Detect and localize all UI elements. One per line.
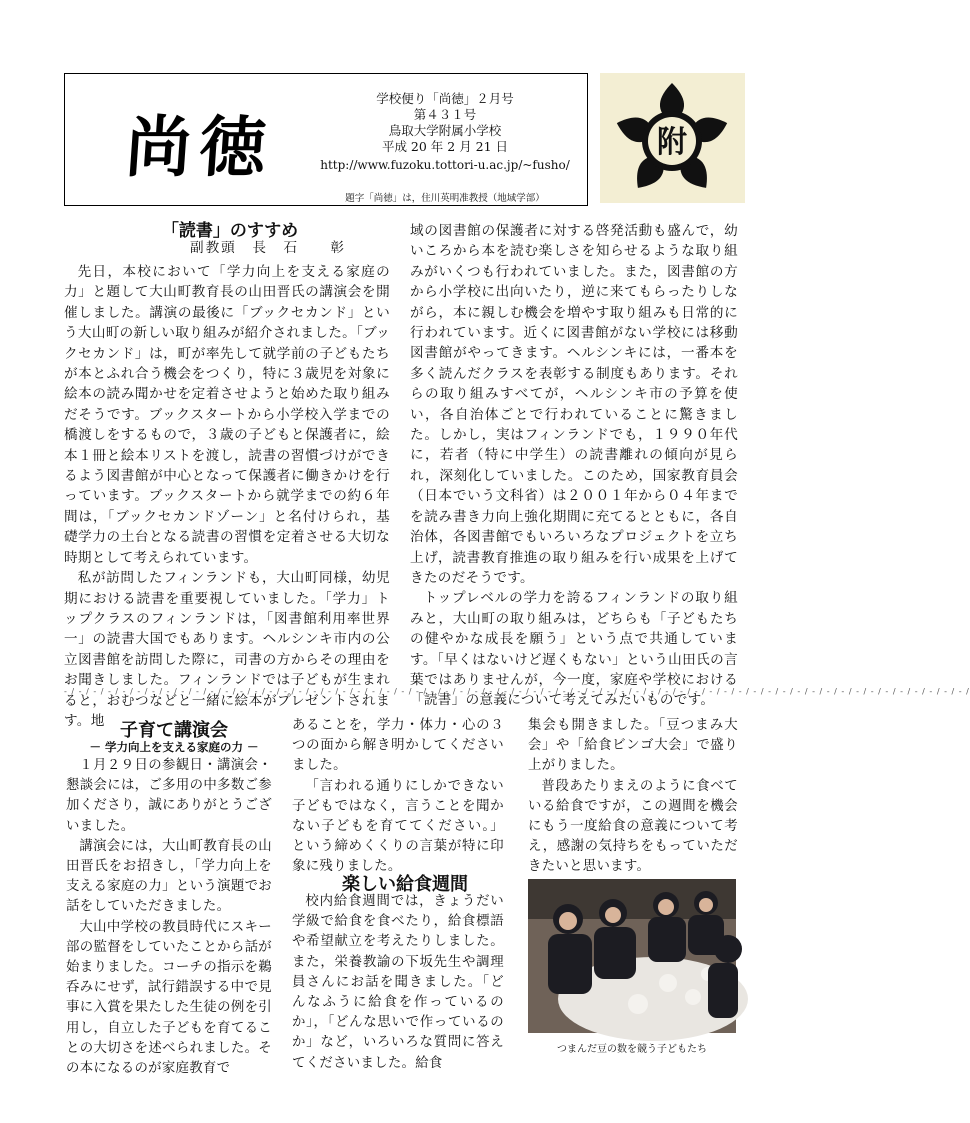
article-paragraph: 域の図書館の保護者に対する啓発活動も盛んで，幼いころから本を読む楽しさを知らせるような取り組みがいくつも行われていました。また，図書館の方から小学校に出向いたり，逆に来てもらったりしながら，本に親しむ機会を増やす取り組みも日常的に行われています。近くに図書館がない学校には移動図書館がやってきます。ヘルシンキには，一番本を多く読んだクラスを表彰する制度もあります。それらの取り組みすべてが，ヘルシンキ市の予算を使い，各自治体ごとで行われていることに驚きました。しかし，実はフィンランドでも，１９９０年代に，若者（特に中学生）の読書離れの傾向が見られ，深刻化していました。このため，国家教育員会（日本でいう文科省）は２００１年から０４年までを読み書き力向上強化期間に充てるとともに，各自治体，各図書館でもいろいろなプロジェクトを立ち上げ，読書教育推進の取り組みを行い成果を上げてきたのだそうです。: [410, 223, 738, 586]
lecture-paragraph: 「言われる通りにしかできない子どもではなく，言うことを聞かない子どもを育ててください。」という締めくくりの言葉が特に印象に残りました。: [292, 778, 504, 875]
school-name: 鳥取大学附属小学校: [388, 123, 502, 138]
lunch-paragraph: 校内給食週間では，きょうだい学級で給食を食べたり，給食標語や希望献立を考えたりしました。また，栄養教諭の下坂先生や調理員さんにお話を聞きました。「どんなふうに給食を作っているのか」，「どんな思いで作っているのか」など，いろいろな質問に答えてくださいました。給食: [292, 894, 504, 1071]
lunch-column-1: [292, 892, 504, 1074]
lunch-column-2: [528, 716, 738, 878]
lecture-title: 子育て講演会: [120, 720, 228, 741]
article-paragraph: 私が訪問したフィンランドも，大山町同様，幼児期における読書を重要視していました。「学力」トップクラスのフィンランドは，「図書館利用率世界一」の読書大国でもあります。ヘルシンキ市内の公立図書館を訪問した際に，司書の方からその理由をお聞きしました。フィンランドでは子どもが生まれると，おむつなどと一緒に絵本がプレゼントされます。地: [64, 570, 390, 729]
crest-letter: 附: [657, 125, 687, 160]
article-column-1: [64, 262, 390, 731]
logo-text: 尚徳: [122, 107, 277, 186]
article-title: 「読書」のすすめ: [161, 221, 299, 241]
photo-caption: つまんだ豆の数を競う子どもたち: [557, 1044, 707, 1055]
crest-icon: [600, 73, 745, 203]
lecture-paragraph: 大山中学校の教員時代にスキー部の監督をしていたことから話が始まりました。コーチの指示を鵜呑みにせず，試行錯誤する中で見事に入賞を果たした生徒の例を引用し，自立した子どもを育てることの大切さを述べられました。その本になるのが家庭教育で: [66, 919, 272, 1077]
photo-icon: [528, 879, 736, 1033]
article-paragraph: トップレベルの学力を誇るフィンランドの取り組みと，大山町の取り組みは，どちらも「子どもたちの健やかな成長を願う」という点で共通しています。「早くはないけど遅くもない」という山田氏の言葉ではありませんが，今一度，家庭や学校における「読書」の意義について考えてみたいものです。: [410, 590, 738, 709]
website-url: http://www.fuzoku.tottori-u.ac.jp/~fusho/: [320, 158, 570, 172]
calligraphy-credit: 題字「尚徳」は，住川英明准教授（地域学部）: [345, 193, 545, 204]
lecture-paragraph: あることを，学力・体力・心の３つの面から解き明かしてくださいました。: [292, 718, 504, 774]
lecture-paragraph: 講演会には，大山町教育長の山田晋氏をお招きし，「学力向上を支える家庭の力」という演題でお話をしていただきました。: [66, 838, 272, 915]
issue-date: 平成 20 年 2 月 21 日: [381, 139, 509, 154]
school-crest: [600, 73, 745, 203]
newsletter-title: 学校便り「尚徳」２月号: [376, 91, 514, 106]
lunch-photo: [528, 879, 736, 1033]
article-author: 副教頭 長 石 彰: [190, 240, 346, 256]
lecture-column-2: [292, 716, 504, 878]
lecture-subtitle: － 学力向上を支える家庭の力 －: [89, 740, 259, 754]
article-paragraph: 先日，本校において「学力向上を支える家庭の力」と題して大山町教育長の山田晋氏の講演会を開催しました。講演の最後に「ブックセカンド」という大山町の新しい取り組みが紹介されました。「ブックセカンド」は，町が率先して就学前の子どもたちが本とふれ合う機会をつくり，特に３歳児を対象に絵本の読み聞かせを定着させようと始めた取り組みだそうです。ブックスタートから小学校入学までの橋渡しをするもので，３歳の子どもと保護者に，絵本１冊と絵本リストを渡し，読書の習慣づけができるよう図書館が中心となって保護者に働きかけを行っています。ブックスタートから就学までの約６年間は，「ブックセカンドゾーン」と名付けられ，基礎学力の土台となる読書の習慣を定着させる大切な時期として考えられています。: [64, 264, 390, 566]
section-separator: - / - / - / - / - / - / - / - / - / - / - / - / - / - / - / - / - / - / - / - / - / - / - / - / - / - / - / - / - / - / - / - / - / - / - / - / - / - / - / - / - / - / - / - / - / - / - / - / - / - / - / - / - / - / - / - / - / - / - / - / - / - /: [64, 687, 970, 696]
issue-number: 第４３１号: [413, 107, 477, 122]
article-column-2: [410, 221, 738, 711]
lunch-paragraph: 集会も開きました。「豆つまみ大会」や「給食ビンゴ大会」で盛り上がりました。: [528, 718, 738, 774]
lecture-paragraph: １月２９日の参観日・講演会・懇談会には，ご多用の中多数ご参加くださり，誠にありがとうございました。: [66, 758, 272, 834]
lunch-paragraph: 普段あたりまえのように食べている給食ですが，この週間を機会にもう一度給食の意義について考え，感謝の気持ちをもっていただきたいと思います。: [528, 778, 738, 875]
lunch-title: 楽しい給食週間: [342, 874, 468, 895]
lecture-column-1: [66, 756, 272, 1079]
title-logo: [105, 82, 295, 200]
